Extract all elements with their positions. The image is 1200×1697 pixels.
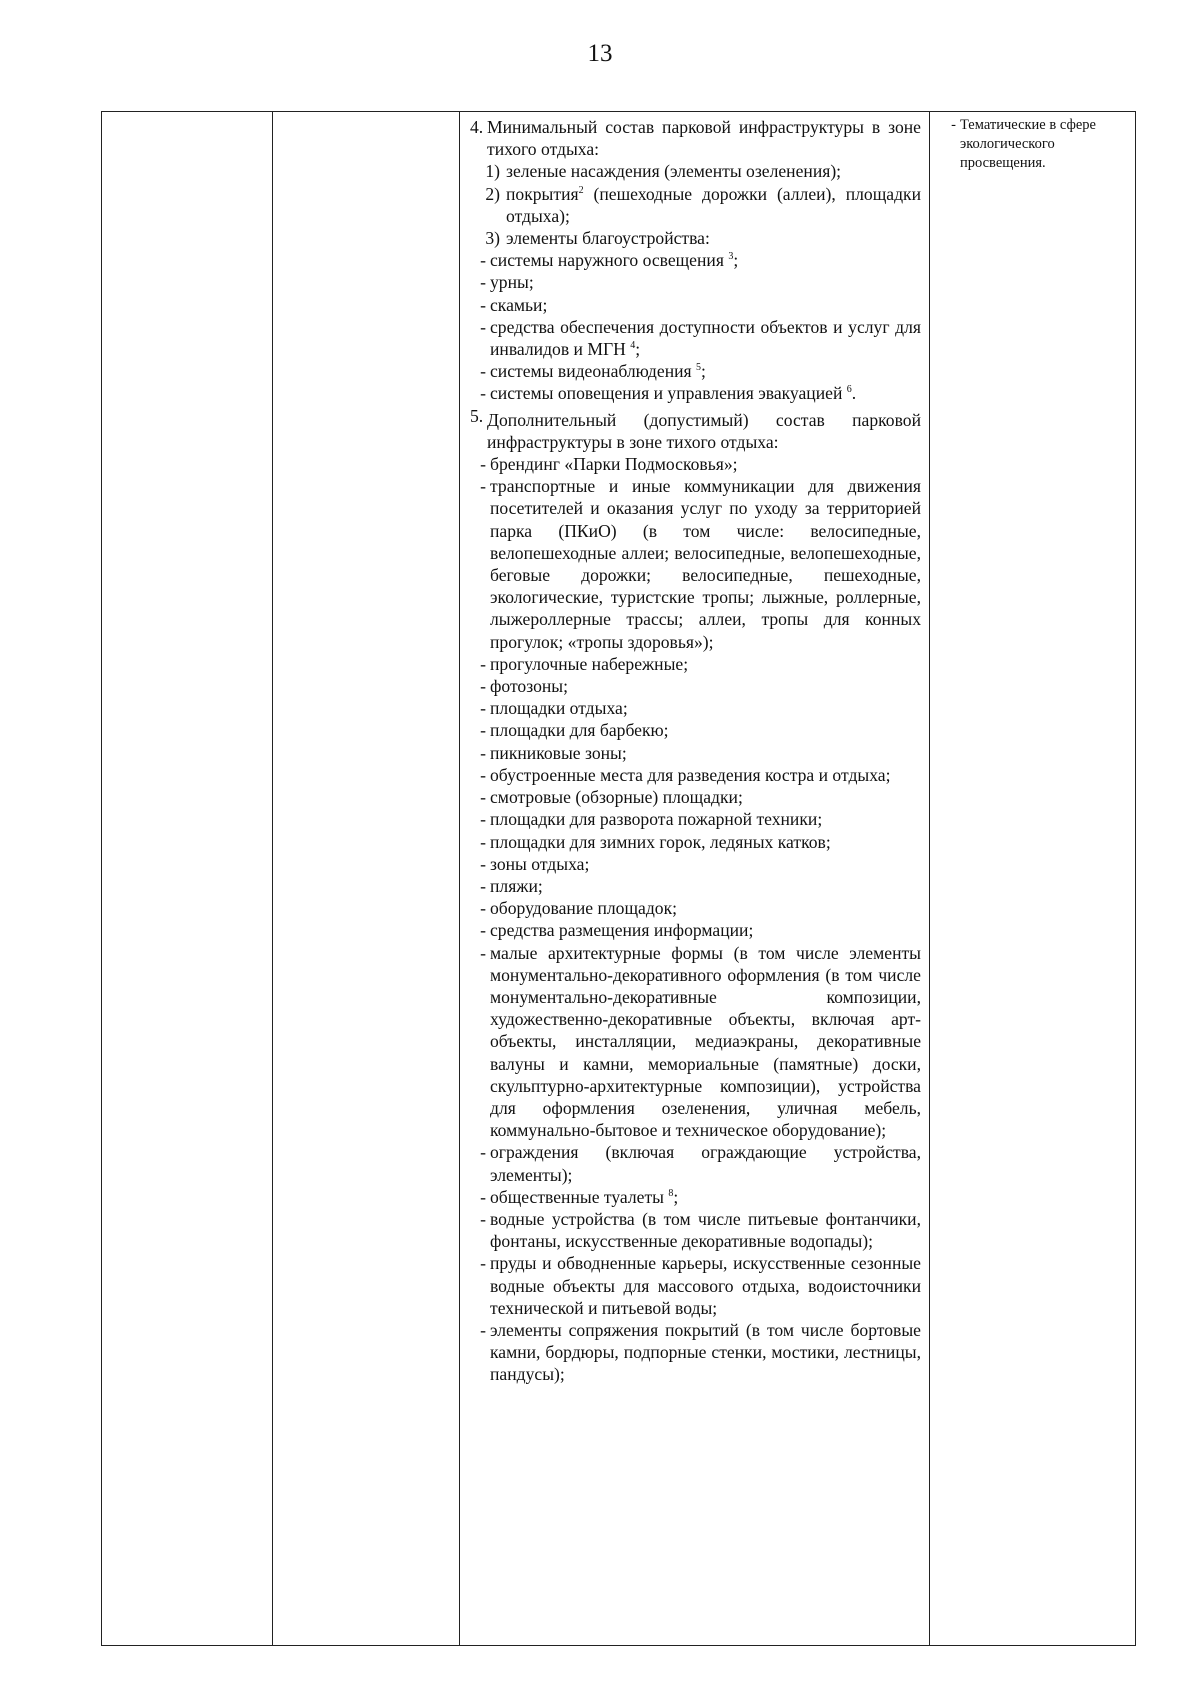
item-text: элементы сопряжения покрытий (в том числе бортовые камни, бордюры, подпорные стенки, мостики, лестницы, пандусы); <box>490 1319 921 1385</box>
item-body <box>490 675 921 697</box>
item-text: урны; <box>490 272 534 293</box>
section-number: 5. <box>470 405 484 426</box>
dash-marker: - <box>480 294 486 315</box>
footnote-ref: 8 <box>668 1187 674 1199</box>
dash-marker: - <box>480 476 486 497</box>
item-text: ограждения (включая ограждающие устройства, элементы); <box>490 1142 921 1185</box>
dash-marker: - <box>480 272 486 293</box>
item-body <box>490 919 921 941</box>
list-item <box>470 1141 921 1185</box>
list-item <box>470 897 921 919</box>
dash-marker: - <box>480 1319 486 1340</box>
list-item <box>470 786 921 808</box>
item-text: площадки для зимних горок, ледяных катков; <box>490 831 831 852</box>
dash-marker: - <box>480 942 486 963</box>
list-item <box>470 1319 921 1386</box>
footnote-ref: 6 <box>846 384 852 396</box>
item-body <box>490 271 921 293</box>
item-text: средства обеспечения доступности объектов и услуг для инвалидов и МГН <box>490 316 921 360</box>
section-number: 4. <box>470 117 484 137</box>
item-tail: ; <box>635 339 641 360</box>
item-text: прогулочные набережные; <box>490 653 689 674</box>
dash-marker: - <box>480 454 486 475</box>
dash-marker: - <box>480 1142 486 1163</box>
item-body <box>490 316 921 360</box>
item-body <box>490 653 921 675</box>
list-item <box>470 697 921 719</box>
item-tail: ; <box>701 361 706 382</box>
item-text: площадки для разворота пожарной техники; <box>490 809 823 830</box>
item-body <box>490 808 921 830</box>
section-5 <box>470 405 921 453</box>
dash-marker: - <box>480 809 486 830</box>
item-text: системы наружного освещения <box>490 250 729 271</box>
item-tail: ; <box>673 1186 679 1207</box>
item-body <box>490 475 921 653</box>
list-item <box>470 360 921 382</box>
dash-marker: - <box>480 720 486 741</box>
item-tail: . <box>851 383 857 404</box>
table-cell-3 <box>460 112 930 1646</box>
dash-marker: - <box>480 383 486 404</box>
item-body <box>490 942 921 1142</box>
dash-marker: - <box>480 853 486 874</box>
list-item <box>470 742 921 764</box>
dash-marker: - <box>480 831 486 852</box>
item-body <box>490 719 921 741</box>
item-text: транспортные и иные коммуникации для движения посетителей и оказания услуг по уходу за территорией парка (ПКиО) (в том числе: велосипедные, велопешеходные аллеи; велосипедные, велопешеходные, беговые дорожки; велосипедные, пешеходные, экологические, туристские тропы; лыжные, роллерные, лыжероллерные трассы; аллеи, тропы для конных прогулок; «тропы здоровья»); <box>490 476 921 652</box>
item-text: фотозоны; <box>490 676 568 697</box>
list-item <box>470 1208 921 1252</box>
item-body <box>490 742 921 764</box>
item-text: оборудование площадок; <box>490 898 678 919</box>
item-text: пляжи; <box>490 875 543 896</box>
item-text: системы видеонаблюдения <box>490 361 697 382</box>
dash-marker: - <box>480 698 486 719</box>
item-text: зеленые насаждения (элементы озеленения); <box>506 161 842 182</box>
item-number: 1) <box>485 161 500 182</box>
item-text: общественные туалеты <box>490 1186 669 1207</box>
item-body <box>490 1319 921 1386</box>
footnote-ref: 2 <box>578 184 584 196</box>
item-number: 2) <box>485 183 500 204</box>
item-text: элементы благоустройства: <box>506 228 710 249</box>
item-text: системы оповещения и управления эвакуацией <box>490 383 847 404</box>
list-item <box>470 853 921 875</box>
dash-marker: - <box>480 676 486 697</box>
list-item <box>470 808 921 830</box>
dash-marker: - <box>480 1186 486 1207</box>
list-item <box>470 942 921 1142</box>
section-4 <box>470 116 921 160</box>
section-title: Дополнительный (допустимый) состав парковой инфраструктуры в зоне тихого отдыха: <box>487 409 921 452</box>
item-text: пруды и обводненные карьеры, искусственные сезонные водные объекты для массового отдыха, водоисточники технической и питьевой воды; <box>490 1253 921 1318</box>
item-body <box>490 875 921 897</box>
item-text: обустроенные места для разведения костра и отдыха; <box>490 764 891 785</box>
side-note <box>930 112 1135 173</box>
item-body <box>490 697 921 719</box>
dash-marker: - <box>480 787 486 808</box>
item-text: зоны отдыха; <box>490 853 590 874</box>
item-body <box>490 853 921 875</box>
item-body <box>490 786 921 808</box>
item-body <box>490 294 921 316</box>
table-cell-2 <box>273 112 460 1646</box>
list-item <box>470 1252 921 1319</box>
list-item <box>470 1186 921 1208</box>
dash-marker: - <box>951 117 956 133</box>
item-body <box>490 382 921 404</box>
dash-marker: - <box>480 875 486 896</box>
item-text: скамьи; <box>490 294 548 315</box>
dash-marker: - <box>480 1208 486 1229</box>
dash-marker: - <box>480 898 486 919</box>
list-item <box>470 249 921 271</box>
list-item <box>470 719 921 741</box>
table-cell-4 <box>930 112 1136 1646</box>
side-note-text: Тематические в сфере экологического просвещения. <box>960 117 1096 171</box>
dash-marker: - <box>480 1253 486 1274</box>
numbered-item <box>470 160 921 182</box>
dash-marker: - <box>480 361 486 382</box>
item-text: площадки отдыха; <box>490 698 628 719</box>
dash-marker: - <box>480 920 486 941</box>
item-text: малые архитектурные формы (в том числе элементы монументально-декоративного оформления (в том числе монументально-декоративные композиции, художественно-декоративные объекты, включая арт-объекты, инсталляции, медиаэкраны, декоративные валуны и камни, мемориальные (памятные) доски, скульптурно-архитектурные композиции), устройства для оформления озеленения, уличная мебель, коммунально-бытовое и техническое оборудование); <box>490 942 921 1141</box>
dash-marker: - <box>480 250 486 271</box>
item-text: смотровые (обзорные) площадки; <box>490 787 743 808</box>
footnote-ref: 5 <box>696 362 702 374</box>
table-cell-1 <box>102 112 273 1646</box>
dash-marker: - <box>480 316 486 337</box>
list-item <box>470 764 921 786</box>
list-item <box>470 875 921 897</box>
item-text: брендинг «Парки Подмосковья»; <box>490 454 738 475</box>
section-title: Минимальный состав парковой инфраструктуры в зоне тихого отдыха: <box>487 117 921 160</box>
item-body <box>490 1208 921 1252</box>
item-text: средства размещения информации; <box>490 920 754 941</box>
item-number: 3) <box>485 228 500 249</box>
item-body <box>490 249 921 271</box>
item-body <box>506 160 921 182</box>
footnote-ref: 3 <box>728 251 734 263</box>
item-body <box>490 764 921 786</box>
footnote-ref: 4 <box>630 340 636 352</box>
list-item <box>470 294 921 316</box>
dash-marker: - <box>480 653 486 674</box>
list-item <box>470 475 921 653</box>
numbered-item <box>470 183 921 227</box>
page-number: 13 <box>587 40 613 67</box>
dash-marker: - <box>480 764 486 785</box>
item-body <box>490 1252 921 1319</box>
list-item <box>470 919 921 941</box>
item-text: пикниковые зоны; <box>490 742 627 763</box>
list-item <box>470 831 921 853</box>
item-body <box>490 360 921 382</box>
list-item <box>470 316 921 360</box>
list-item <box>470 653 921 675</box>
dash-marker: - <box>480 742 486 763</box>
numbered-item <box>470 227 921 249</box>
item-tail: (пешеходные дорожки (аллеи), площадки отдыха); <box>506 183 921 226</box>
content-table <box>101 111 1136 1646</box>
item-text: покрытия <box>506 183 579 204</box>
item-tail: ; <box>733 250 739 271</box>
item-body <box>506 183 921 227</box>
item-body <box>490 1186 921 1208</box>
item-body <box>490 897 921 919</box>
list-item <box>470 382 921 404</box>
item-body <box>490 453 921 475</box>
list-item <box>470 675 921 697</box>
item-body <box>490 1141 921 1185</box>
item-body <box>506 227 921 249</box>
item-text: водные устройства (в том числе питьевые фонтанчики, фонтаны, искусственные декоративные водопады); <box>490 1208 921 1252</box>
item-body <box>490 831 921 853</box>
list-item <box>470 453 921 475</box>
list-item <box>470 271 921 293</box>
item-text: площадки для барбекю; <box>490 720 669 741</box>
